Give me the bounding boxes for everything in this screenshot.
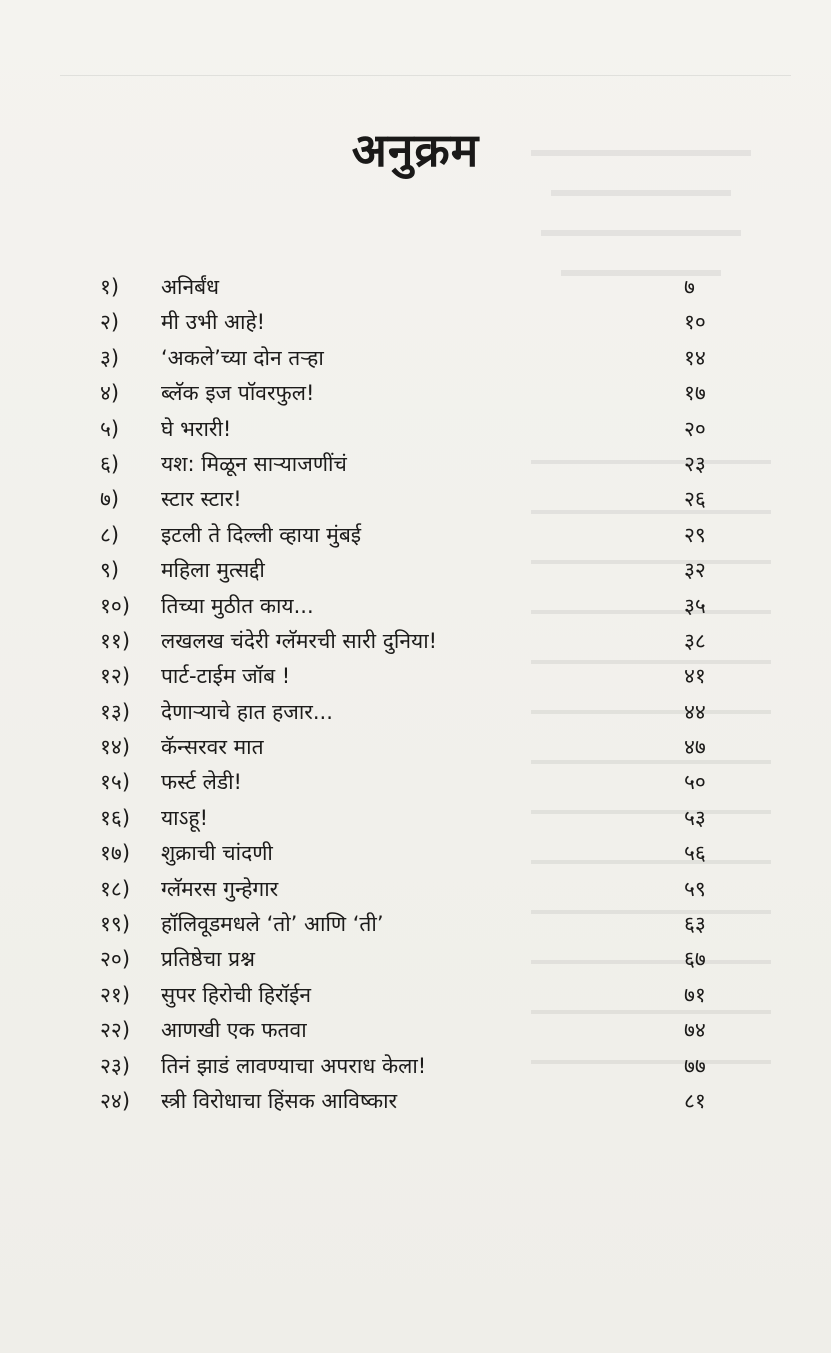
table-of-contents xyxy=(0,270,831,1119)
entry-page: ४७ xyxy=(684,735,706,760)
entry-number: १०) xyxy=(100,593,131,618)
entry-number: १६) xyxy=(100,805,131,830)
entry-title: कॅन्सरवर मात xyxy=(161,735,264,760)
entry-title: महिला मुत्सद्दी xyxy=(161,558,265,583)
entry-title: ‘अकले’च्या दोन तऱ्हा xyxy=(161,345,324,370)
entry-page: ५३ xyxy=(684,805,706,830)
entry-title: स्त्री विरोधाचा हिंसक आविष्कार xyxy=(161,1088,398,1113)
toc-entry xyxy=(0,942,831,977)
entry-number: १४) xyxy=(100,735,131,760)
toc-entry xyxy=(0,1049,831,1084)
entry-number: २०) xyxy=(100,947,131,972)
entry-number: १५) xyxy=(100,770,131,795)
entry-number: ४) xyxy=(100,381,120,406)
entry-number: १७) xyxy=(100,841,131,866)
entry-number: १२) xyxy=(100,664,131,689)
entry-title: लखलख चंदेरी ग्लॅमरची सारी दुनिया! xyxy=(161,628,438,653)
toc-entry xyxy=(0,836,831,871)
toc-entry xyxy=(0,1013,831,1048)
entry-page: ५९ xyxy=(684,876,706,901)
entry-title: देणाऱ्याचे हात हजार... xyxy=(161,699,333,724)
entry-title: फर्स्ट लेडी! xyxy=(161,770,242,795)
toc-entry xyxy=(0,801,831,836)
entry-page: १७ xyxy=(684,381,706,406)
entry-number: ९) xyxy=(100,558,120,583)
toc-entry xyxy=(0,270,831,305)
entry-page: २३ xyxy=(684,451,706,476)
entry-page: ३५ xyxy=(684,593,706,618)
entry-title: इटली ते दिल्ली व्हाया मुंबई xyxy=(161,522,362,547)
toc-entry xyxy=(0,1084,831,1119)
entry-page: ५६ xyxy=(684,841,706,866)
entry-title: मी उभी आहे! xyxy=(161,310,266,335)
entry-page: २६ xyxy=(684,487,706,512)
entry-title: हॉलिवूडमधले ‘तो’ आणि ‘ती’ xyxy=(161,912,384,937)
entry-page: ५० xyxy=(684,770,706,795)
toc-entry xyxy=(0,412,831,447)
entry-title: शुक्राची चांदणी xyxy=(161,841,273,866)
entry-title: तिच्या मुठीत काय... xyxy=(161,593,314,618)
entry-title: ग्लॅमरस गुन्हेगार xyxy=(161,876,279,901)
entry-page: २९ xyxy=(684,522,706,547)
entry-page: ७७ xyxy=(684,1053,706,1078)
entry-title: स्टार स्टार! xyxy=(161,487,242,512)
toc-entry xyxy=(0,589,831,624)
toc-entry xyxy=(0,553,831,588)
entry-title: तिनं झाडं लावण्याचा अपराध केला! xyxy=(161,1053,427,1078)
entry-number: ८) xyxy=(100,522,120,547)
toc-entry xyxy=(0,730,831,765)
entry-page: ६७ xyxy=(684,947,706,972)
entry-page: ४४ xyxy=(684,699,706,724)
entry-title: अनिर्बंध xyxy=(161,275,220,299)
toc-entry xyxy=(0,447,831,482)
toc-entry xyxy=(0,341,831,376)
toc-entry xyxy=(0,482,831,517)
entry-title: ब्लॅक इज पॉवरफुल! xyxy=(161,381,315,406)
entry-title: याऽहू! xyxy=(161,805,208,830)
entry-title: घे भरारी! xyxy=(161,416,232,441)
toc-entry xyxy=(0,376,831,411)
toc-entry xyxy=(0,765,831,800)
entry-page: १० xyxy=(684,310,706,335)
entry-number: १९) xyxy=(100,912,131,937)
entry-title: यश: मिळून साऱ्याजणींचं xyxy=(161,451,347,476)
entry-page: १४ xyxy=(684,345,706,370)
toc-entry xyxy=(0,659,831,694)
entry-page: ३८ xyxy=(684,628,706,653)
entry-page: ८१ xyxy=(684,1088,706,1113)
entry-page: ७४ xyxy=(684,1018,706,1043)
entry-number: २३) xyxy=(100,1053,131,1078)
entry-page: ७ xyxy=(684,275,695,299)
entry-number: १८) xyxy=(100,876,131,901)
page-title: अनुक्रम xyxy=(351,123,480,177)
entry-page: ७१ xyxy=(684,982,706,1007)
toc-entry xyxy=(0,624,831,659)
entry-title: आणखी एक फतवा xyxy=(161,1018,307,1043)
entry-number: ६) xyxy=(100,451,120,476)
entry-number: २१) xyxy=(100,982,131,1007)
toc-entry xyxy=(0,872,831,907)
entry-page: ३२ xyxy=(684,558,706,583)
toc-entry xyxy=(0,978,831,1013)
toc-entry xyxy=(0,518,831,553)
entry-number: १३) xyxy=(100,699,131,724)
entry-number: २४) xyxy=(100,1088,131,1113)
entry-title: पार्ट-टाईम जॉब ! xyxy=(161,664,291,689)
entry-title: प्रतिष्ठेचा प्रश्न xyxy=(161,947,255,972)
entry-title: सुपर हिरोची हिरॉईन xyxy=(161,982,312,1007)
entry-number: २२) xyxy=(100,1018,131,1043)
toc-entry xyxy=(0,305,831,340)
toc-entry xyxy=(0,695,831,730)
entry-number: १) xyxy=(100,275,120,299)
entry-page: २० xyxy=(684,416,706,441)
entry-number: ७) xyxy=(100,487,120,512)
entry-page: ४१ xyxy=(684,664,706,689)
entry-number: ११) xyxy=(100,628,131,653)
toc-entry xyxy=(0,907,831,942)
entry-page: ६३ xyxy=(684,912,706,937)
entry-number: २) xyxy=(100,310,120,335)
entry-number: ५) xyxy=(100,416,120,441)
entry-number: ३) xyxy=(100,345,120,370)
